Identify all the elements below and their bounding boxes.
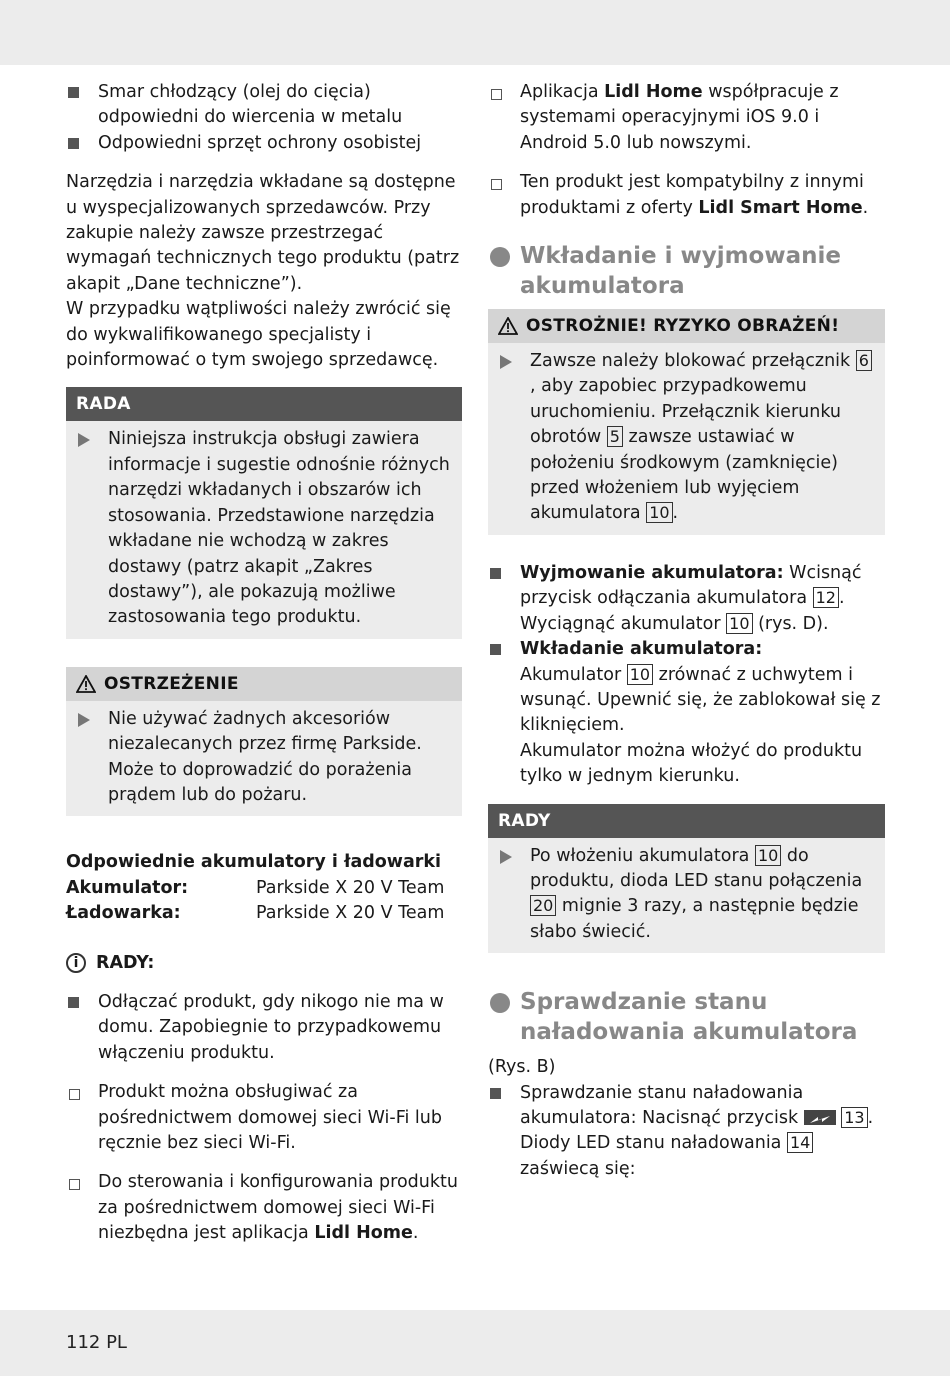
rada-box-title: RADA [66,387,462,421]
charge-button-icon [804,1110,836,1125]
square-bullet-icon [490,568,501,579]
rady-heading: i RADY: [66,951,462,976]
part-number: 10 [726,613,752,634]
checkbox-bullet-icon [69,1179,80,1190]
list-item: Odpowiedni sprzęt ochrony osobistej [66,131,462,156]
arrow-bullet-icon [78,713,90,727]
square-bullet-icon [68,87,79,98]
top-bar [0,0,950,65]
list-item: Niniejsza instrukcja obsługi zawiera informacje i sugestie odnośnie różnych narzędzi wkładanych i obszarów ich stosowania. Przedstawione narzędzia wkładane nie wchodzą w zakres dostawy (patrz akapit „Zakres dostawy”), ale pokazują możliwe zastosowania tego produktu. [78,427,450,630]
paragraph: Narzędzia i narzędzia wkładane są dostępne u wyspecjalizowanych sprzedawców. Przy zakupie należy zawsze przestrzegać wymagań technicznych tego produktu (patrz akapit „Dane techniczne”). [66,172,460,294]
list-item: Wyjmowanie akumulatora: Wcisnąć przycisk odłączania akumulatora 12 . Wyciągnąć akumulator 10 (rys. D). [488,561,885,637]
part-number: 10 [627,664,653,685]
warning-box [66,667,462,817]
list-item: Do sterowania i konfigurowania produktu za pośrednictwem domowej sieci Wi-Fi niezbędna jest aplikacja Lidl Home. [66,1170,462,1246]
rady-box [488,804,885,954]
caution-box-title: OSTROŻNIE! RYZYKO OBRAŻEŃ! [526,316,840,337]
list-item: Smar chłodzący (olej do cięcia) odpowiedni do wiercenia w metalu [66,80,462,131]
list-item: Aplikacja Lidl Home współpracuje z systemami operacyjnymi iOS 9.0 i Android 5.0 lub nowszymi. [488,80,885,156]
rady-box-title: RADY [488,804,885,838]
part-number: 13 [841,1107,867,1128]
part-number: 14 [787,1132,813,1153]
part-number: 5 [607,426,623,447]
warning-box-title: OSTRZEŻENIE [104,673,239,694]
section-heading: Wkładanie i wyjmowanie akumulatora [488,241,885,301]
list-item: Po włożeniu akumulatora 10 do produktu, dioda LED stanu połączenia 20 mignie 3 razy, a następnie będzie słabo świecić. [500,844,873,946]
page-number: 112 PL [66,1332,127,1353]
list-item: Ten produkt jest kompatybilny z innymi produktami z oferty Lidl Smart Home. [488,170,885,221]
part-number: 6 [856,350,872,371]
arrow-bullet-icon [500,850,512,864]
list-item: Odłączać produkt, gdy nikogo nie ma w domu. Zapobiegnie to przypadkowemu włączeniu produktu. [66,990,462,1066]
info-icon: i [66,953,86,973]
square-bullet-icon [68,997,79,1008]
arrow-bullet-icon [78,433,90,447]
part-number: 10 [755,845,781,866]
battery-row: Akumulator: Parkside X 20 V Team [66,877,445,898]
battery-heading: Odpowiednie akumulatory i ładowarki [66,852,442,873]
part-number: 12 [813,587,839,608]
section-heading: Sprawdzanie stanu naładowania akumulatora [488,987,885,1047]
list-item: Wkładanie akumulatora: Akumulator 10 zrównać z uchwytem i wsunąć. Upewnić się, że zablokował się z kliknięciem. Akumulator można włożyć do produktu tylko w jednym kierunku. [488,637,885,789]
right-column [488,80,885,1182]
checkbox-bullet-icon [491,179,502,190]
rada-box [66,387,462,638]
arrow-bullet-icon [500,355,512,369]
square-bullet-icon [68,138,79,149]
list-item: Zawsze należy blokować przełącznik 6, aby zapobiec przypadkowemu uruchomieniu. Przełącznik kierunku obrotów 5 zawsze ustawiać w położeniu środkowym (zamknięcie) przed włożeniem lub wyjęciem akumulatora 10 . [500,349,873,527]
part-number: 10 [646,502,672,523]
list-item: Produkt można obsługiwać za pośrednictwem domowej sieci Wi-Fi lub ręcznie bez sieci Wi-Fi. [66,1080,462,1156]
paragraph: W przypadku wątpliwości należy zwrócić się do wykwalifikowanego specjalisty i poinformować o tym swojego sprzedawcę. [66,299,451,371]
square-bullet-icon [490,1088,501,1099]
warning-triangle-icon [76,675,96,693]
checkbox-bullet-icon [491,89,502,100]
part-number: 20 [530,895,556,916]
list-item: Nie używać żadnych akcesoriów niezalecanych przez firmę Parkside. Może to doprowadzić do porażenia prądem lub do pożaru. [78,707,450,809]
section-dot-icon [490,247,510,267]
square-bullet-icon [490,644,501,655]
left-column [66,80,462,1247]
section-dot-icon [490,993,510,1013]
checkbox-bullet-icon [69,1089,80,1100]
figure-reference: (Rys. B) [488,1057,556,1078]
caution-box [488,309,885,535]
charger-row: Ładowarka: Parkside X 20 V Team [66,903,445,924]
list-item: Sprawdzanie stanu naładowania akumulatora: Nacisnąć przycisk 13 . Diody LED stanu naładowania 14 zaświecą się: [488,1081,885,1183]
warning-triangle-icon [498,317,518,335]
bottom-bar [0,1310,950,1376]
